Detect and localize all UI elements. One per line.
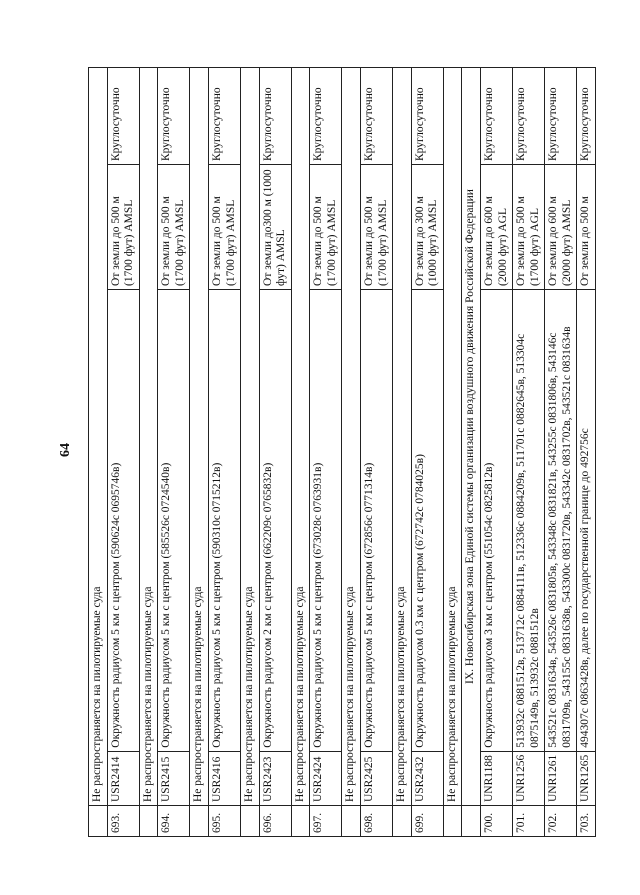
operating-time: Круглосуточно [361, 68, 393, 165]
note-row [342, 68, 361, 837]
operating-time: Круглосуточно [577, 68, 596, 165]
table-row [513, 68, 545, 837]
zone-code: USR2424 [310, 751, 342, 805]
operating-time: Круглосуточно [259, 68, 291, 165]
zone-code: USR2425 [361, 751, 393, 805]
row-number: 703. [577, 806, 596, 837]
operating-time: Круглосуточно [411, 68, 443, 165]
row-number: 700. [480, 806, 512, 837]
restriction-note: Не распространяется на пилотируемые суда [89, 68, 108, 806]
altitude-limits: От земли до 500 м (1700 фут) AMSL [310, 165, 342, 290]
altitude-limits: От земли до 600 м (2000 фут) AMSL [545, 165, 577, 290]
table-row [310, 68, 342, 837]
operating-time: Круглосуточно [513, 68, 545, 165]
zone-area: 494307с 0863428в, далее по государственной границе до 492756с [577, 289, 596, 751]
restriction-note: Не распространяется на пилотируемые суда [393, 68, 412, 806]
operating-time: Круглосуточно [107, 68, 139, 165]
row-number: 699. [411, 806, 443, 837]
zone-area: Окружность радиусом 5 км с центром (590310с 0715212в) [208, 289, 240, 751]
blank-cell [342, 806, 361, 837]
zone-area: Окружность радиусом 5 км с центром (590624с 0695746в) [107, 289, 139, 751]
zone-code: UNR1261 [545, 751, 577, 805]
zone-area: 513932с 0881512в, 513712с 0884111в, 512336с 0884209в, 511701с 0882645в, 513304с 0875149в, 513932с 0881512в [513, 289, 545, 751]
blank-cell [139, 806, 158, 837]
table-row [107, 68, 139, 837]
altitude-limits: От земли до 500 м [577, 165, 596, 290]
note-row [443, 68, 462, 837]
row-number: 693. [107, 806, 139, 837]
airspace-table [88, 67, 596, 837]
zone-code: UNR1188 [480, 751, 512, 805]
row-number: 696. [259, 806, 291, 837]
zone-code: USR2432 [411, 751, 443, 805]
operating-time: Круглосуточно [310, 68, 342, 165]
row-number: 701. [513, 806, 545, 837]
zone-code: USR2415 [158, 751, 190, 805]
operating-time: Круглосуточно [158, 68, 190, 165]
note-row [89, 68, 108, 837]
table-row [480, 68, 512, 837]
row-number: 694. [158, 806, 190, 837]
zone-code: UNR1256 [513, 751, 545, 805]
zone-area: 543521с 0831634в, 543526с 0831805в, 543348с 0831821в, 543255с 0831806в, 543146с 0831709в, 543155с 0831638в, 543300с 0831720в, 543342с 0831702в, 543521с 0831634в [545, 289, 577, 751]
row-number: 695. [208, 806, 240, 837]
table-row [361, 68, 393, 837]
table-row [411, 68, 443, 837]
note-row [241, 68, 260, 837]
table-row [158, 68, 190, 837]
altitude-limits: От земли до 600 м (2000 фут) AGL [480, 165, 512, 290]
altitude-limits: От земли до 500 м (1700 фут) AGL [513, 165, 545, 290]
blank-cell [443, 806, 462, 837]
restriction-note: Не распространяется на пилотируемые суда [241, 68, 260, 806]
zone-area: Окружность радиусом 5 км с центром (585526с 0724540в) [158, 289, 190, 751]
zone-code: USR2414 [107, 751, 139, 805]
page-number: 64 [58, 443, 73, 457]
restriction-note: Не распространяется на пилотируемые суда [443, 68, 462, 806]
operating-time: Круглосуточно [545, 68, 577, 165]
table-row [577, 68, 596, 837]
zone-code: USR2416 [208, 751, 240, 805]
zone-area: Окружность радиусом 2 км с центром (662209с 0765832в) [259, 289, 291, 751]
row-number: 702. [545, 806, 577, 837]
rotated-content [40, 55, 600, 845]
altitude-limits: От земли до 300 м (1000 фут) AMSL [411, 165, 443, 290]
note-row [393, 68, 412, 837]
zone-area: Окружность радиусом 3 км с центром (551054с 0825812в) [480, 289, 512, 751]
zone-code: UNR1265 [577, 751, 596, 805]
table-row [208, 68, 240, 837]
blank-cell [241, 806, 260, 837]
altitude-limits: От земли до 500 м (1700 фут) AMSL [158, 165, 190, 290]
blank-cell [291, 806, 310, 837]
blank-cell [393, 806, 412, 837]
note-row [139, 68, 158, 837]
blank-cell [190, 806, 209, 837]
row-number: 697. [310, 806, 342, 837]
restriction-note: Не распространяется на пилотируемые суда [342, 68, 361, 806]
blank-cell [89, 806, 108, 837]
document-page [40, 40, 600, 855]
note-row [190, 68, 209, 837]
zone-area: Окружность радиусом 0.3 км с центром (672742с 0784025в) [411, 289, 443, 751]
row-number: 698. [361, 806, 393, 837]
altitude-limits: От земли до 500 м (1700 фут) AMSL [107, 165, 139, 290]
restriction-note: Не распространяется на пилотируемые суда [190, 68, 209, 806]
section-row [462, 68, 481, 837]
operating-time: Круглосуточно [208, 68, 240, 165]
zone-area: Окружность радиусом 5 км с центром (672856с 0771314в) [361, 289, 393, 751]
table-row [259, 68, 291, 837]
table-row [545, 68, 577, 837]
section-heading: IX. Новосибирская зона Единой системы организации воздушного движения Российской Федерации [462, 68, 481, 806]
altitude-limits: От земли до 500 м (1700 фут) AMSL [361, 165, 393, 290]
restriction-note: Не распространяется на пилотируемые суда [291, 68, 310, 806]
restriction-note: Не распространяется на пилотируемые суда [139, 68, 158, 806]
zone-code: USR2423 [259, 751, 291, 805]
zone-area: Окружность радиусом 5 км с центром (673028с 0763931в) [310, 289, 342, 751]
altitude-limits: От земли до300 м (1000 фут) AMSL [259, 165, 291, 290]
operating-time: Круглосуточно [480, 68, 512, 165]
blank-cell [462, 806, 481, 837]
altitude-limits: От земли до 500 м (1700 фут) AMSL [208, 165, 240, 290]
note-row [291, 68, 310, 837]
